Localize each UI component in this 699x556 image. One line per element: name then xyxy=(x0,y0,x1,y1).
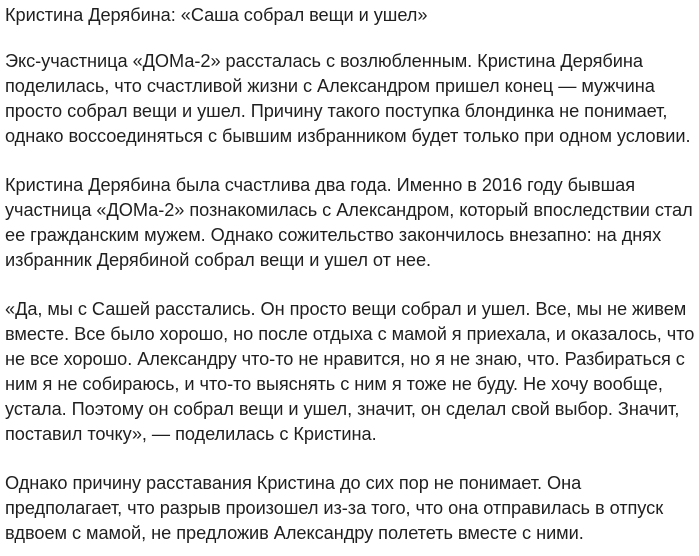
paragraph-line: ее гражданским мужем. Однако сожительство закончилось внезапно: на днях xyxy=(5,225,662,245)
paragraph-line: участница «ДОМа-2» познакомилась с Александром, который впоследствии стал xyxy=(5,200,693,220)
paragraph-line: предполагает, что разрыв произошел из-за того, что она отправилась в отпуск xyxy=(5,498,664,518)
paragraph-line: просто собрал вещи и ушел. Причину такого поступка блондинка не понимает, xyxy=(5,101,668,121)
paragraph-line: «Да, мы с Сашей расстались. Он просто вещи собрал и ушел. Все, мы не живем xyxy=(5,299,687,319)
paragraph-3-quote xyxy=(5,297,699,447)
paragraph-4 xyxy=(5,471,699,546)
paragraph-2 xyxy=(5,173,699,273)
paragraph-line: вдвоем с мамой, не предложив Александру полететь вместе с ними. xyxy=(5,523,584,543)
paragraph-line: Однако причину расставания Кристина до сих пор не понимает. Она xyxy=(5,473,582,493)
paragraph-line: поделилась, что счастливой жизни с Александром пришел конец — мужчина xyxy=(5,76,655,96)
paragraph-line: Экс-участница «ДОМа-2» рассталась с возлюбленным. Кристина Дерябина xyxy=(5,51,643,71)
paragraph-line: вместе. Все было хорошо, но после отдыха с мамой я приехала, и оказалось, что xyxy=(5,324,695,344)
paragraph-line: не все хорошо. Александру что-то не нравится, но я не знаю, что. Разбираться с xyxy=(5,349,685,369)
paragraph-line: однако воссоединяться с бывшим избранником будет только при одном условии. xyxy=(5,126,691,146)
paragraph-line: Кристина Дерябина была счастлива два года. Именно в 2016 году бывшая xyxy=(5,175,636,195)
paragraph-1 xyxy=(5,49,699,149)
paragraph-line: избранник Дерябиной собрал вещи и ушел от нее. xyxy=(5,250,432,270)
paragraph-line: ним я не собираюсь, и что-то выяснять с ним я тоже не буду. Не хочу вообще, xyxy=(5,374,663,394)
paragraph-line: устала. Поэтому он собрал вещи и ушел, значит, он сделал свой выбор. Значит, xyxy=(5,399,680,419)
paragraph-line: поставил точку», — поделилась с Кристина. xyxy=(5,424,377,444)
article-title: Кристина Дерябина: «Саша собрал вещи и ушел» xyxy=(5,5,428,25)
